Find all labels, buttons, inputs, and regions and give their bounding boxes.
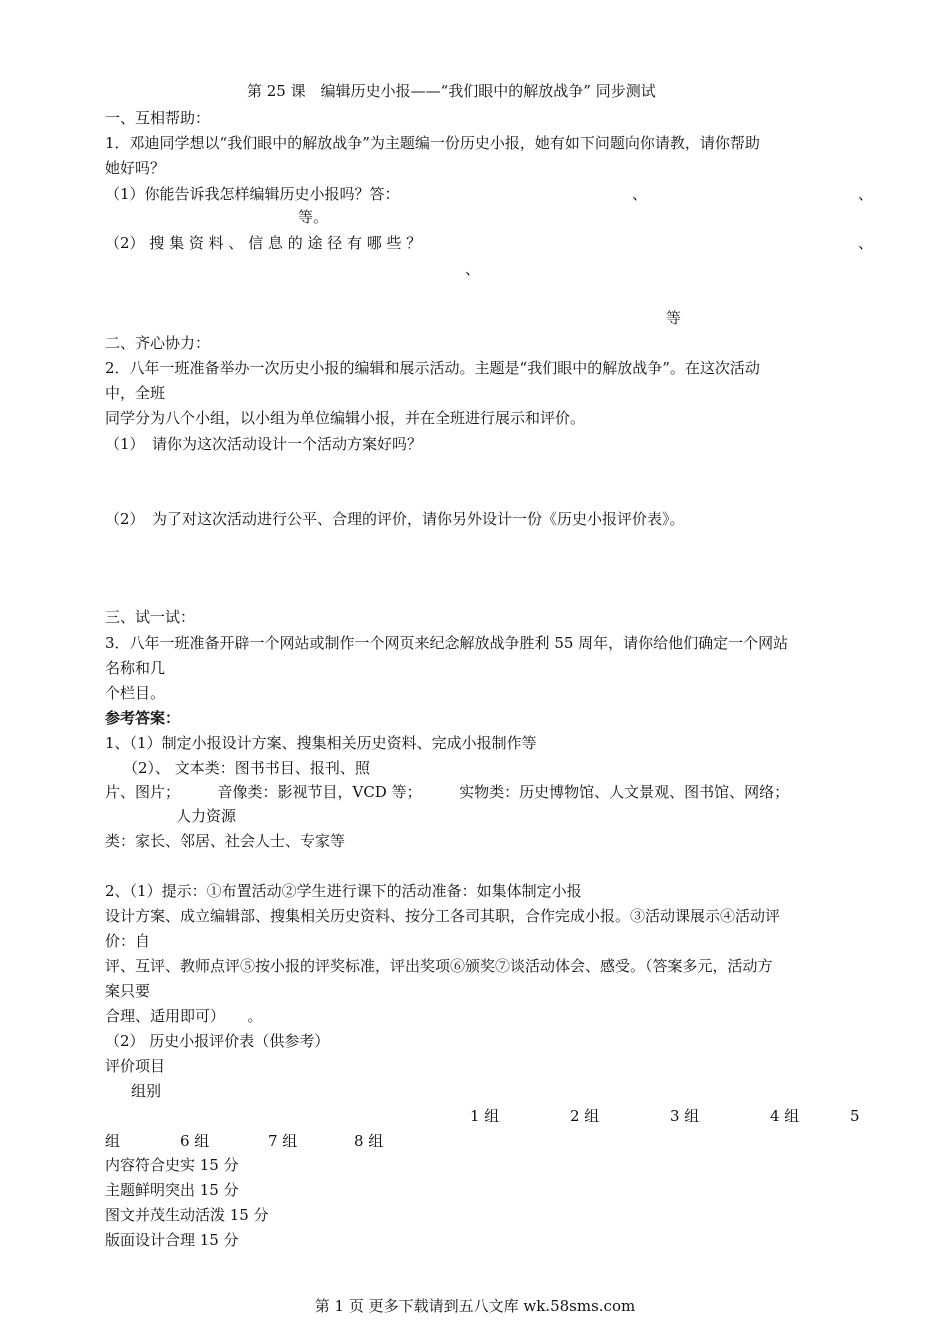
answer-1-line-1: 1、（1）制定小报设计方案、搜集相关历史资料、完成小报制作等 bbox=[105, 734, 537, 752]
table-corner-top: 评价项目 bbox=[105, 1057, 166, 1075]
question-1-part-1: （1）你能告诉我怎样编辑历史小报吗？答： bbox=[105, 185, 400, 203]
blank-separator: 、 bbox=[858, 234, 874, 252]
answer-2-line-7: （2） 历史小报评价表（供参考） bbox=[105, 1032, 330, 1050]
table-group-header: 1 组 bbox=[470, 1107, 500, 1125]
page-footer: 第 1 页 更多下载请到五八文库 wk.58sms.com bbox=[314, 1297, 636, 1315]
answer-1-line-5: 类：家长、邻居、社会人士、专家等 bbox=[105, 832, 346, 850]
page-title: 第 25 课 编辑历史小报——“我们眼中的解放战争” 同步测试 bbox=[247, 82, 656, 100]
answer-2-line-5: 案只要 bbox=[105, 982, 151, 1000]
answer-2-line-2: 设计方案、成立编辑部、搜集相关历史资料、按分工各司其职，合作完成小报。③活动课展示④活动评 bbox=[105, 907, 781, 925]
question-1-line-2: 她好吗？ bbox=[105, 159, 166, 177]
answer-1-line-3: 片、图片； 音像类：影视节目，VCD 等； 实物类：历史博物馆、人文景观、图书馆、网络； bbox=[105, 783, 790, 801]
blank-separator: 、 bbox=[632, 185, 648, 203]
table-group-header: 2 组 bbox=[570, 1107, 600, 1125]
question-3-line-3: 个栏目。 bbox=[105, 684, 166, 702]
answer-2-line-4: 评、互评、教师点评⑤按小报的评奖标准，评出奖项⑥颁奖⑦谈活动体会、感受。（答案多元，活动方 bbox=[105, 957, 773, 975]
answer-2-line-1: 2、（1）提示：①布置活动②学生进行课下的活动准备：如集体制定小报 bbox=[105, 882, 582, 900]
question-1-part-2: （2） 搜 集 资 料 、 信 息 的 途 径 有 哪 些 ？ bbox=[105, 234, 422, 252]
table-row-label: 版面设计合理 15 分 bbox=[105, 1231, 239, 1249]
answer-1-line-2: （2）、 文本类：图书书目、报刊、照 bbox=[123, 759, 370, 777]
answer-1-line-4: 人力资源 bbox=[176, 807, 237, 825]
answers-heading: 参考答案： bbox=[105, 709, 181, 727]
section-1-heading: 一、互相帮助： bbox=[105, 109, 211, 127]
table-group-header: 3 组 bbox=[670, 1107, 700, 1125]
blank-separator: 、 bbox=[858, 185, 874, 203]
table-row-label: 图文并茂生动活泼 15 分 bbox=[105, 1206, 269, 1224]
table-row-label: 主题鲜明突出 15 分 bbox=[105, 1181, 239, 1199]
question-1-part-1-end: 等。 bbox=[298, 208, 329, 226]
question-3-line-2: 名称和几 bbox=[105, 659, 166, 677]
answer-2-line-6: 合理、适用即可） 。 bbox=[105, 1007, 263, 1025]
question-1-part-2-end: 等 bbox=[666, 309, 682, 327]
answer-2-line-3: 价：自 bbox=[105, 932, 151, 950]
table-group-header: 7 组 bbox=[268, 1132, 298, 1150]
section-2-heading: 二、齐心协力： bbox=[105, 334, 211, 352]
question-2-part-1: （1） 请你为这次活动设计一个活动方案好吗？ bbox=[105, 435, 423, 453]
table-group-header: 组 bbox=[105, 1132, 121, 1150]
question-2-part-2: （2） 为了对这次活动进行公平、合理的评价，请你另外设计一份《历史小报评价表》。 bbox=[105, 510, 685, 528]
question-2-line-3: 同学分为八个小组，以小组为单位编辑小报，并在全班进行展示和评价。 bbox=[105, 409, 586, 427]
question-2-line-1: 2．八年一班准备举办一次历史小报的编辑和展示活动。主题是“我们眼中的解放战争”。在这次活动 bbox=[105, 359, 760, 377]
question-2-line-2: 中，全班 bbox=[105, 384, 166, 402]
blank-separator: 、 bbox=[465, 260, 481, 278]
table-corner-bottom: 组别 bbox=[131, 1082, 162, 1100]
section-3-heading: 三、试一试： bbox=[105, 608, 196, 626]
table-group-header: 8 组 bbox=[354, 1132, 384, 1150]
question-1-line-1: 1．邓迪同学想以“我们眼中的解放战争”为主题编一份历史小报，她有如下问题向你请教，请你帮助 bbox=[105, 134, 760, 152]
question-3-line-1: 3．八年一班准备开辟一个网站或制作一个网页来纪念解放战争胜利 55 周年，请你给他们确定一个网站 bbox=[105, 634, 789, 652]
table-group-header: 6 组 bbox=[180, 1132, 210, 1150]
table-group-header: 4 组 bbox=[770, 1107, 800, 1125]
table-group-header: 5 bbox=[850, 1107, 860, 1125]
table-row-label: 内容符合史实 15 分 bbox=[105, 1156, 239, 1174]
